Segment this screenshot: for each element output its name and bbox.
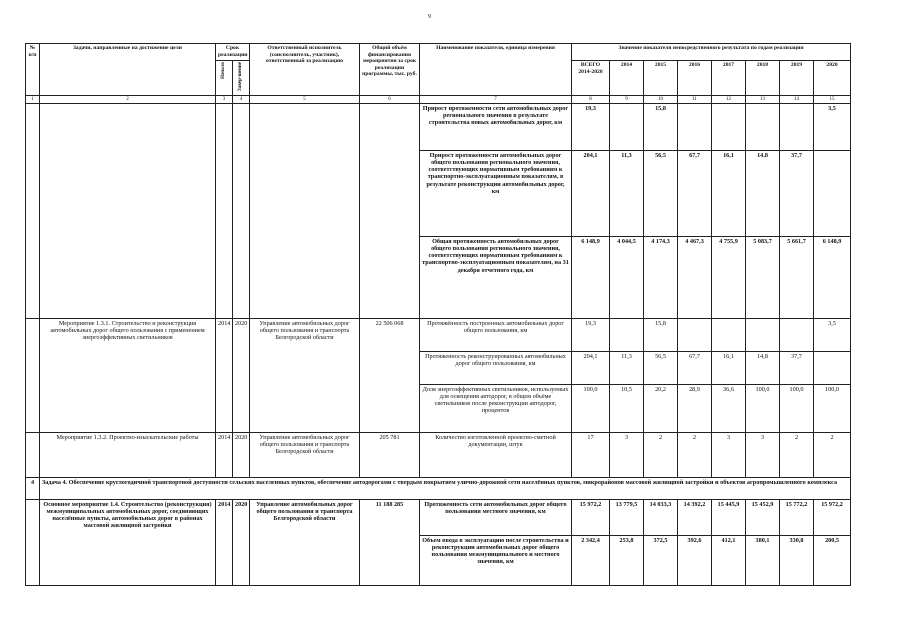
funding-volume: 205 781: [360, 432, 420, 477]
value-2015: 15,8: [644, 103, 678, 150]
col-number: 1: [26, 95, 40, 103]
value-2018: 3: [746, 432, 780, 477]
table-row: [26, 318, 851, 351]
value-2015: 4 174,3: [644, 236, 678, 318]
value-total: 19,3: [572, 318, 610, 351]
value-2017: [712, 103, 746, 150]
value-2018: [746, 103, 780, 150]
value-2015: 56,5: [644, 351, 678, 384]
value-2016: 392,6: [678, 535, 712, 585]
indicator-name: Протяжённость построенных автомобильных дорог общего пользования, км: [420, 318, 572, 351]
value-2016: 4 467,3: [678, 236, 712, 318]
value-2019: 5 661,7: [780, 236, 814, 318]
indicator-name: Объем ввода в эксплуатацию после строительства и реконструкции автомобильных дорог общего пользования межмуниципального и местного значения, км: [420, 535, 572, 585]
col-number: 3: [216, 95, 233, 103]
value-total: 6 148,9: [572, 236, 610, 318]
value-2015: 20,2: [644, 384, 678, 432]
task-text: Задача 4. Обеспечение круглогодичной транспортной доступности сельских населенных пунктов, обеспечение автодорогами с твердым покрытием улично-дорожной сети населённых пунктов, микрорайонов массовой жилищной застройки и объектов агропромышленного комплекса: [40, 477, 851, 499]
value-2020: 3,5: [814, 318, 851, 351]
value-total: 19,3: [572, 103, 610, 150]
executor: Управление автомобильных дорог общего пользования и транспорта Белгородской области: [250, 432, 360, 477]
value-2014: 13 779,5: [610, 499, 644, 535]
value-2018: 15 452,9: [746, 499, 780, 535]
value-2018: 380,1: [746, 535, 780, 585]
measure-name: Основное мероприятие 1.4. Строительство (реконструкция) межмуниципальных автомобильных дорог, соединяющих населённые пункты, автомобильных дорог в районах массовой жилищной застройки: [40, 499, 216, 585]
funding-volume: 22 506 068: [360, 318, 420, 432]
value-2017: 4 755,9: [712, 236, 746, 318]
value-2015: 2: [644, 432, 678, 477]
table-row: [26, 499, 851, 535]
value-total: 100,0: [572, 384, 610, 432]
period-end: 2020: [233, 499, 250, 585]
value-2017: 16,1: [712, 351, 746, 384]
indicator-name: Количество изготовленной проектно-сметной документации, штук: [420, 432, 572, 477]
col-number: 13: [746, 95, 780, 103]
header-year: 2019: [780, 61, 814, 96]
value-2020: 6 148,9: [814, 236, 851, 318]
value-2019: 37,7: [780, 351, 814, 384]
value-2020: 15 972,2: [814, 499, 851, 535]
value-total: 17: [572, 432, 610, 477]
header-row-1: [26, 44, 851, 61]
indicator-name: Прирост протяженности автомобильных дорог общего пользования регионального значения, соответствующих нормативным требованиям к транспортно-эксплуатационным показателям, в результате реконструкции автомобильных дорог, км: [420, 150, 572, 236]
period-start: 2014: [216, 318, 233, 432]
value-2018: 5 083,7: [746, 236, 780, 318]
value-2019: 2: [780, 432, 814, 477]
value-2019: 330,8: [780, 535, 814, 585]
value-total: 204,1: [572, 351, 610, 384]
task-row: [26, 477, 851, 499]
period-start: 2014: [216, 499, 233, 585]
funding-volume: 11 188 285: [360, 499, 420, 585]
header-executor: Ответственный исполнитель (соисполнитель, участник), ответственный за реализацию: [250, 44, 360, 96]
header-values: Значение показателя непосредственного результата по годам реализации: [572, 44, 851, 61]
value-2018: 100,0: [746, 384, 780, 432]
value-2018: [746, 318, 780, 351]
task-number: 4: [26, 477, 40, 499]
value-total: 204,1: [572, 150, 610, 236]
value-2014: 3: [610, 432, 644, 477]
value-2016: [678, 318, 712, 351]
value-2014: 253,8: [610, 535, 644, 585]
header-indicator: Наименование показателя, единица измерения: [420, 44, 572, 96]
header-num: № п/п: [26, 44, 40, 96]
value-2019: 37,7: [780, 150, 814, 236]
value-2015: 14 033,3: [644, 499, 678, 535]
header-year: 2016: [678, 61, 712, 96]
value-2019: [780, 103, 814, 150]
value-2016: [678, 103, 712, 150]
value-2014: 11,3: [610, 150, 644, 236]
header-end: Завер-шение: [233, 61, 250, 96]
value-2016: 28,9: [678, 384, 712, 432]
value-2016: 67,7: [678, 351, 712, 384]
indicator-name: Общая протяженность автомобильных дорог общего пользования регионального значения, соответствующих нормативным требованиям к транспортно-эксплуатационным показателям, на 31 декабря отчетного года, км: [420, 236, 572, 318]
header-year: 2015: [644, 61, 678, 96]
table-row: [26, 103, 851, 150]
value-2020: 2: [814, 432, 851, 477]
value-2018: 14,8: [746, 150, 780, 236]
value-2020: [814, 150, 851, 236]
executor: Управление автомобильных дорог общего пользования и транспорта Белгородской области: [250, 318, 360, 432]
value-total: 15 972,2: [572, 499, 610, 535]
value-2017: 36,6: [712, 384, 746, 432]
column-numbers-row: [26, 95, 851, 103]
value-2014: 10,5: [610, 384, 644, 432]
value-total: 2 342,4: [572, 535, 610, 585]
value-2020: 100,0: [814, 384, 851, 432]
period-end: 2020: [233, 432, 250, 477]
value-2015: 372,5: [644, 535, 678, 585]
value-2020: 200,5: [814, 535, 851, 585]
period-start: 2014: [216, 432, 233, 477]
col-number: 14: [780, 95, 814, 103]
value-2016: 2: [678, 432, 712, 477]
indicator-name: Протяженность реконструированных автомобильных дорог общего пользования, км: [420, 351, 572, 384]
program-table: [25, 43, 851, 586]
value-2017: 15 445,9: [712, 499, 746, 535]
header-period: Срок реализации: [216, 44, 250, 61]
col-number: 8: [572, 95, 610, 103]
table-row: [26, 432, 851, 477]
measure-name: Мероприятие 1.3.1. Строительство и реконструкция автомобильных дорог общего пользования с применением энергоэффективных светильников: [40, 318, 216, 432]
header-total: ВСЕГО 2014-2020: [572, 61, 610, 96]
col-number: 7: [420, 95, 572, 103]
col-number: 9: [610, 95, 644, 103]
header-year: 2020: [814, 61, 851, 96]
header-volume: Общий объём финансирования мероприятия за срок реализации программы, тыс. руб.: [360, 44, 420, 96]
value-2020: [814, 351, 851, 384]
col-number: 12: [712, 95, 746, 103]
value-2017: 16,1: [712, 150, 746, 236]
value-2019: 100,0: [780, 384, 814, 432]
value-2014: [610, 318, 644, 351]
value-2017: 3: [712, 432, 746, 477]
col-number: 6: [360, 95, 420, 103]
header-tasks: Задачи, направленные на достижение цели: [40, 44, 216, 96]
value-2014: 11,3: [610, 351, 644, 384]
col-number: 15: [814, 95, 851, 103]
value-2014: 4 044,5: [610, 236, 644, 318]
value-2014: [610, 103, 644, 150]
value-2016: 14 392,2: [678, 499, 712, 535]
value-2020: 3,5: [814, 103, 851, 150]
col-number: 2: [40, 95, 216, 103]
value-2018: 14,8: [746, 351, 780, 384]
value-2015: 56,5: [644, 150, 678, 236]
measure-name: Мероприятие 1.3.2. Проектно-изыскательские работы: [40, 432, 216, 477]
indicator-name: Прирост протяженности сети автомобильных дорог регионального значения в результате строительства новых автомобильных дорог, км: [420, 103, 572, 150]
header-year: 2017: [712, 61, 746, 96]
col-number: 5: [250, 95, 360, 103]
indicator-name: Протяженность сети автомобильных дорог общего пользования местного значения, км: [420, 499, 572, 535]
value-2019: 15 772,2: [780, 499, 814, 535]
indicator-name: Доля энергоэффективных светильников, используемых для освещения автодорог, в общем объёме светильников после реконструкции автодорог, процентов: [420, 384, 572, 432]
value-2017: [712, 318, 746, 351]
col-number: 11: [678, 95, 712, 103]
value-2019: [780, 318, 814, 351]
header-start: Начало: [216, 61, 233, 96]
col-number: 4: [233, 95, 250, 103]
page-number: 9: [428, 14, 431, 20]
executor: Управление автомобильных дорог общего пользования и транспорта Белгородской области: [250, 499, 360, 585]
value-2016: 67,7: [678, 150, 712, 236]
value-2015: 15,8: [644, 318, 678, 351]
value-2017: 412,1: [712, 535, 746, 585]
header-year: 2018: [746, 61, 780, 96]
col-number: 10: [644, 95, 678, 103]
period-end: 2020: [233, 318, 250, 432]
header-year: 2014: [610, 61, 644, 96]
